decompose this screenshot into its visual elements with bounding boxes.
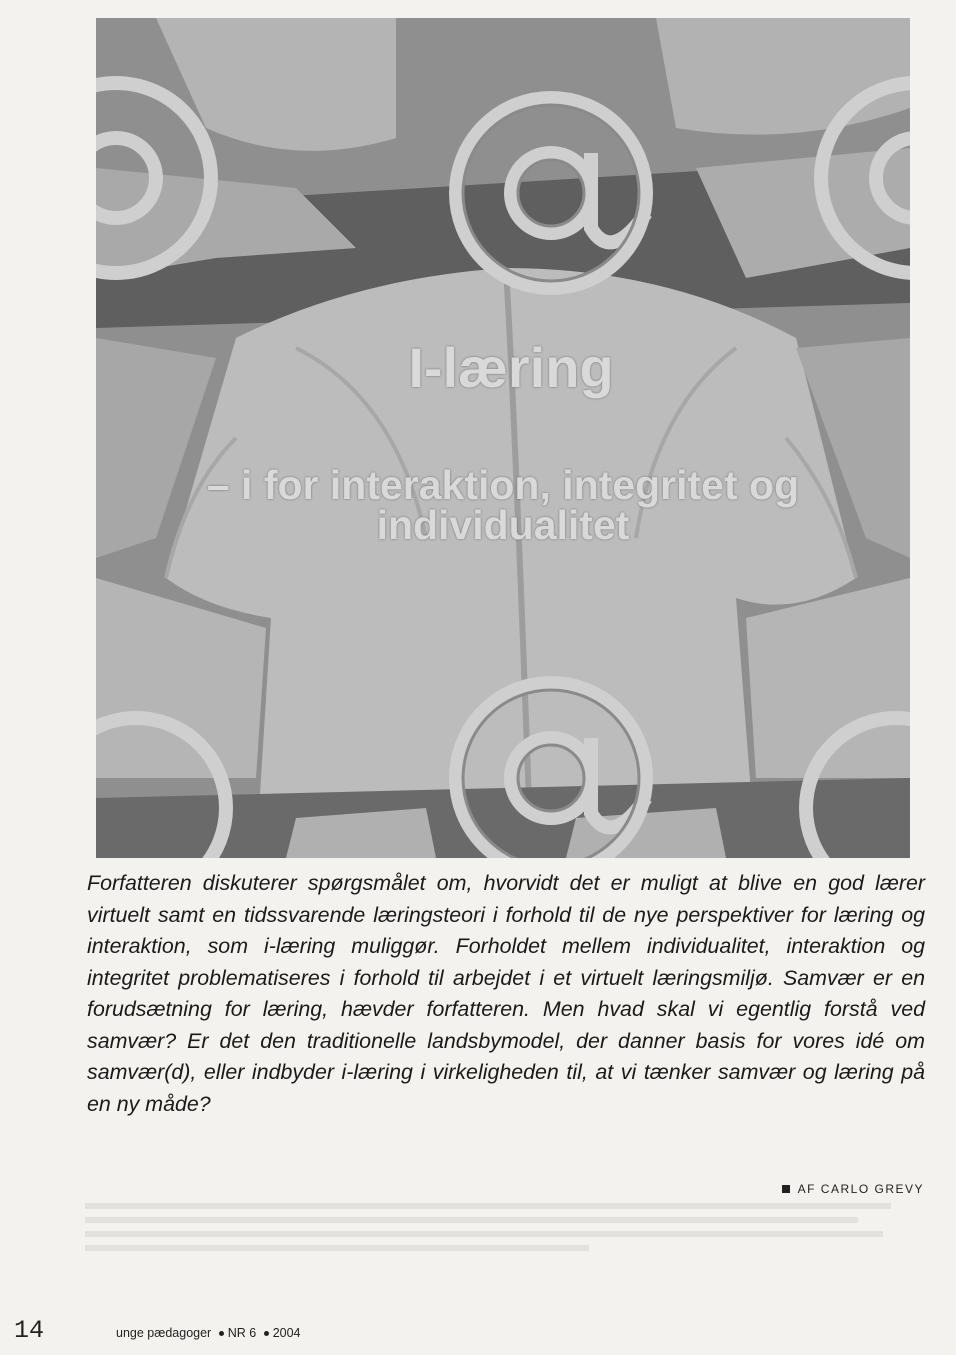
byline-square-icon <box>782 1185 790 1193</box>
article-lede: Forfatteren diskuterer spørgsmålet om, hvorvidt det er muligt at blive en god lærer virtuelt samt en tidssvarende læringsteori i forhold til de nye perspektiver for læring og interaktion, som i-læring muliggør. Forholdet mellem individualitet, interaktion og integritet problematiseres i forhold til arbejdet i et virtuelt læringsmiljø. Samvær er en forudsætning for læring, hævder forfatteren. Men hvad skal vi egentlig forstå ved samvær? Er det den traditionelle landsbymodel, der danner basis for vores idé om samvær(d), eller indbyder i-læring i virkeligheden til, at vi tænker samvær og læring på en ny måde? <box>87 871 925 1116</box>
page-footer <box>116 1326 301 1340</box>
magazine-name: unge pædagoger <box>116 1326 212 1340</box>
article-subtitle <box>96 462 910 548</box>
byline-author: AF CARLO GREVY <box>797 1182 924 1196</box>
subtitle-line-2: individualitet <box>376 502 630 548</box>
show-through-text <box>85 1195 925 1265</box>
issue-number: NR 6 <box>227 1326 257 1340</box>
subtitle-line-1: – i for interaktion, integritet og <box>206 462 800 508</box>
collage-artwork <box>96 18 910 858</box>
page-number: 14 <box>14 1316 45 1345</box>
bullet-icon <box>264 1331 269 1336</box>
article-title: I-læring <box>408 336 614 399</box>
issue-year: 2004 <box>272 1326 301 1340</box>
cover-illustration <box>96 18 910 858</box>
bullet-icon <box>219 1331 224 1336</box>
byline <box>782 1182 924 1196</box>
